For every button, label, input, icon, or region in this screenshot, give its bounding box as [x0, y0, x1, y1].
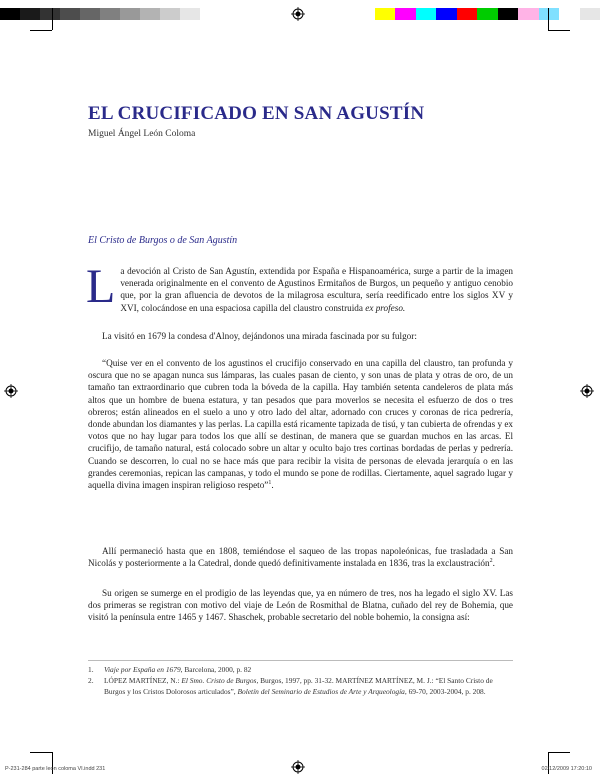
footnote-text	[104, 665, 513, 675]
gray-swatch	[200, 8, 220, 20]
footnote-journal: Boletín del Seminario de Estudios de Arte y Arqueología	[237, 686, 405, 696]
color-swatch	[539, 8, 559, 20]
footnote-text	[104, 676, 513, 697]
crop-mark	[30, 752, 52, 753]
color-swatch	[395, 8, 415, 20]
gray-swatch	[180, 8, 200, 20]
color-swatch	[518, 8, 538, 20]
paragraph-transfer-text: Allí permaneció hasta que en 1808, temiéndose el saqueo de las tropas napoleónicas, fue trasladada a San Nicolás y posteriormente a la Catedral, donde quedó definitivamente instalada en 1836, tras la exclaustración	[88, 546, 513, 569]
crop-mark	[30, 30, 52, 31]
footnote-ref[interactable]: 2	[489, 558, 493, 565]
gray-swatch	[0, 8, 20, 20]
paragraph-origin: Su origen se sumerge en el prodigio de las leyendas que, ya en número de tres, nos ha legado el siglo XV. Las dos primeras se registran con motivo del viaje de León de Rosmithal de Blatna, cuñado del rey de Bohemia, que visitó la península entre 1465 y 1467. Shaschek, probable secretario del noble bohemio, la consigna así:	[88, 588, 513, 623]
color-swatch	[436, 8, 456, 20]
footnote-detail: , Burgos, 1997, pp. 31-32. MARTÍNEZ MARTÍNEZ, M. J.: “El Santo Cristo de Burgos y los Cristos Dolorosos articulados”,	[104, 676, 493, 696]
footnote-divider	[88, 660, 513, 661]
footnotes	[88, 665, 513, 698]
registration-mark-icon	[4, 384, 18, 398]
registration-mark-icon	[580, 384, 594, 398]
footnote-title: Viaje por España en 1679	[104, 665, 181, 674]
registration-mark-icon	[291, 760, 305, 774]
gray-swatch	[20, 8, 40, 20]
print-slug-filename: P-231-284 parte leon coloma VI.indd 231	[5, 766, 106, 772]
crop-mark	[548, 8, 549, 30]
gray-swatch	[60, 8, 80, 20]
paragraph-intro-text: a devoción al Cristo de San Agustín, extendida por España e Hispanoamérica, surge a partir de la imagen venerada originalmente en el convento de Agustinos Ermitaños de Burgos, un pequeño y antiguo cenobio que, por la gran afluencia de devotos de la milagrosa escultura, sería reedificado entre los siglos XV y XVI, colocándose en una espaciosa capilla del claustro construida	[120, 266, 513, 313]
block-quote-text: “Quise ver en el convento de los agustinos el crucifijo conservado en una capilla del claustro, tan profunda y oscura que no se apagan nunca sus lámparas, las cuales pasan de ciento, y son unas de plata y otras de oro, de un tamaño tan extraordinario que cubren toda la bóveda de la capilla. Hay también setenta candeleros de plata más altos que un hombre de buena estatura, y tan pesados que para moverlos se necesita el esfuerzo de dos o tres obreros; están alineados en el suelo a uno y otro lado del altar, adornado con cruces y coronas de rica pedrería, donde abundan los diamantes y las perlas. La capilla está ricamente tapizada de tisú, y tan cubierta de ofrendas y ex votos que no hay lugar para todos los que allí se destinan, de manera que se guardan muchos en las arcas. El crucifijo, de tamaño natural, está colocado sobre un altar y oculto bajo tres cortinas bordadas de perlas y pedrería. Cuando se descorren, lo cual no se hace más que para recibir la visita de personas de elevada jerarquía o en las grandes ceremonias, repican las campanas, y todo el mundo se pone de rodillas. Ciertamente, aquel sagrado lugar y aquella divina imagen inspiran religioso respeto”	[88, 358, 514, 491]
crop-mark	[548, 30, 570, 31]
color-swatch	[559, 8, 579, 20]
color-swatch	[416, 8, 436, 20]
grayscale-color-bar	[0, 8, 220, 20]
block-quote: “Quise ver en el convento de los agustinos el crucifijo conservado en una capilla del claustro, tan profunda y oscura que no se apagan nunca sus lámparas, las cuales pasan de ciento, y son unas de plata y otras de oro, de un tamaño tan extraordinario que cubren toda la bóveda de la capilla. Hay también setenta candeleros de plata más altos que un hombre de buena estatura, y tan pesados que para moverlos se necesita el esfuerzo de dos o tres obreros; están alineados en el suelo a uno y otro lado del altar, adornado con cruces y coronas de rica pedrería, donde abundan los diamantes y las perlas. La capilla está ricamente tapizada de tisú, y tan cubierta de ofrendas y ex votos que no hay lugar para todos los que allí se destinan, de manera que se guardan muchos en las arcas. El crucifijo, de tamaño natural, está colocado sobre un altar y oculto bajo tres cortinas bordadas de perlas y pedrería. Cuando se descorren, lo cual no se hace más que para recibir la visita de personas de elevada jerarquía o en las grandes ceremonias, repican las campanas, y todo el mundo se pone de rodillas. Ciertamente, aquel sagrado lugar y aquella divina imagen inspiran religioso respeto”$^1$.	[88, 358, 514, 491]
print-slug-timestamp: 02/12/2009 17:20:10	[541, 766, 592, 772]
color-swatch	[498, 8, 518, 20]
footnote-author: LÓPEZ MARTÍNEZ, N.:	[104, 676, 182, 686]
process-color-bar	[375, 8, 600, 20]
crop-mark	[52, 8, 53, 30]
color-swatch	[477, 8, 497, 20]
section-heading: El Cristo de Burgos o de San Agustín	[88, 235, 238, 246]
gray-swatch	[40, 8, 60, 20]
gray-swatch	[100, 8, 120, 20]
footnote-ref[interactable]: 1	[268, 479, 272, 486]
footnote-number: 2.	[88, 676, 94, 686]
paragraph-transfer: Allí permaneció hasta que en 1808, temiéndose el saqueo de las tropas napoleónicas, fue trasladada a San Nicolás y posteriormente a la Catedral, donde quedó definitivamente instalada en 1836, tras la exclaustración$^2$.	[88, 546, 513, 569]
drop-cap: L	[86, 260, 116, 313]
footnote-detail: , Barcelona, 2000, p. 82	[180, 665, 252, 674]
gray-swatch	[160, 8, 180, 20]
paragraph-intro-italic: ex profeso.	[365, 302, 406, 313]
paragraph-visit: La visitó en 1679 la condesa d'Alnoy, dejándonos una mirada fascinada por su fulgor:	[102, 331, 417, 341]
footnote-title: El Smo. Cristo de Burgos	[181, 676, 257, 686]
color-swatch	[580, 8, 600, 20]
footnote-item	[88, 665, 513, 675]
color-swatch	[375, 8, 395, 20]
article-title: EL CRUCIFICADO EN SAN AGUSTÍN	[88, 103, 425, 124]
crop-mark	[548, 752, 570, 753]
footnote-item	[88, 676, 513, 697]
gray-swatch	[120, 8, 140, 20]
footnote-detail: , 69-70, 2003-2004, p. 208.	[404, 686, 486, 696]
footnote-number: 1.	[88, 665, 94, 674]
paragraph-intro	[86, 260, 513, 314]
registration-mark-icon	[291, 7, 305, 21]
color-swatch	[457, 8, 477, 20]
gray-swatch	[140, 8, 160, 20]
article-author: Miguel Ángel León Coloma	[88, 129, 196, 139]
gray-swatch	[80, 8, 100, 20]
